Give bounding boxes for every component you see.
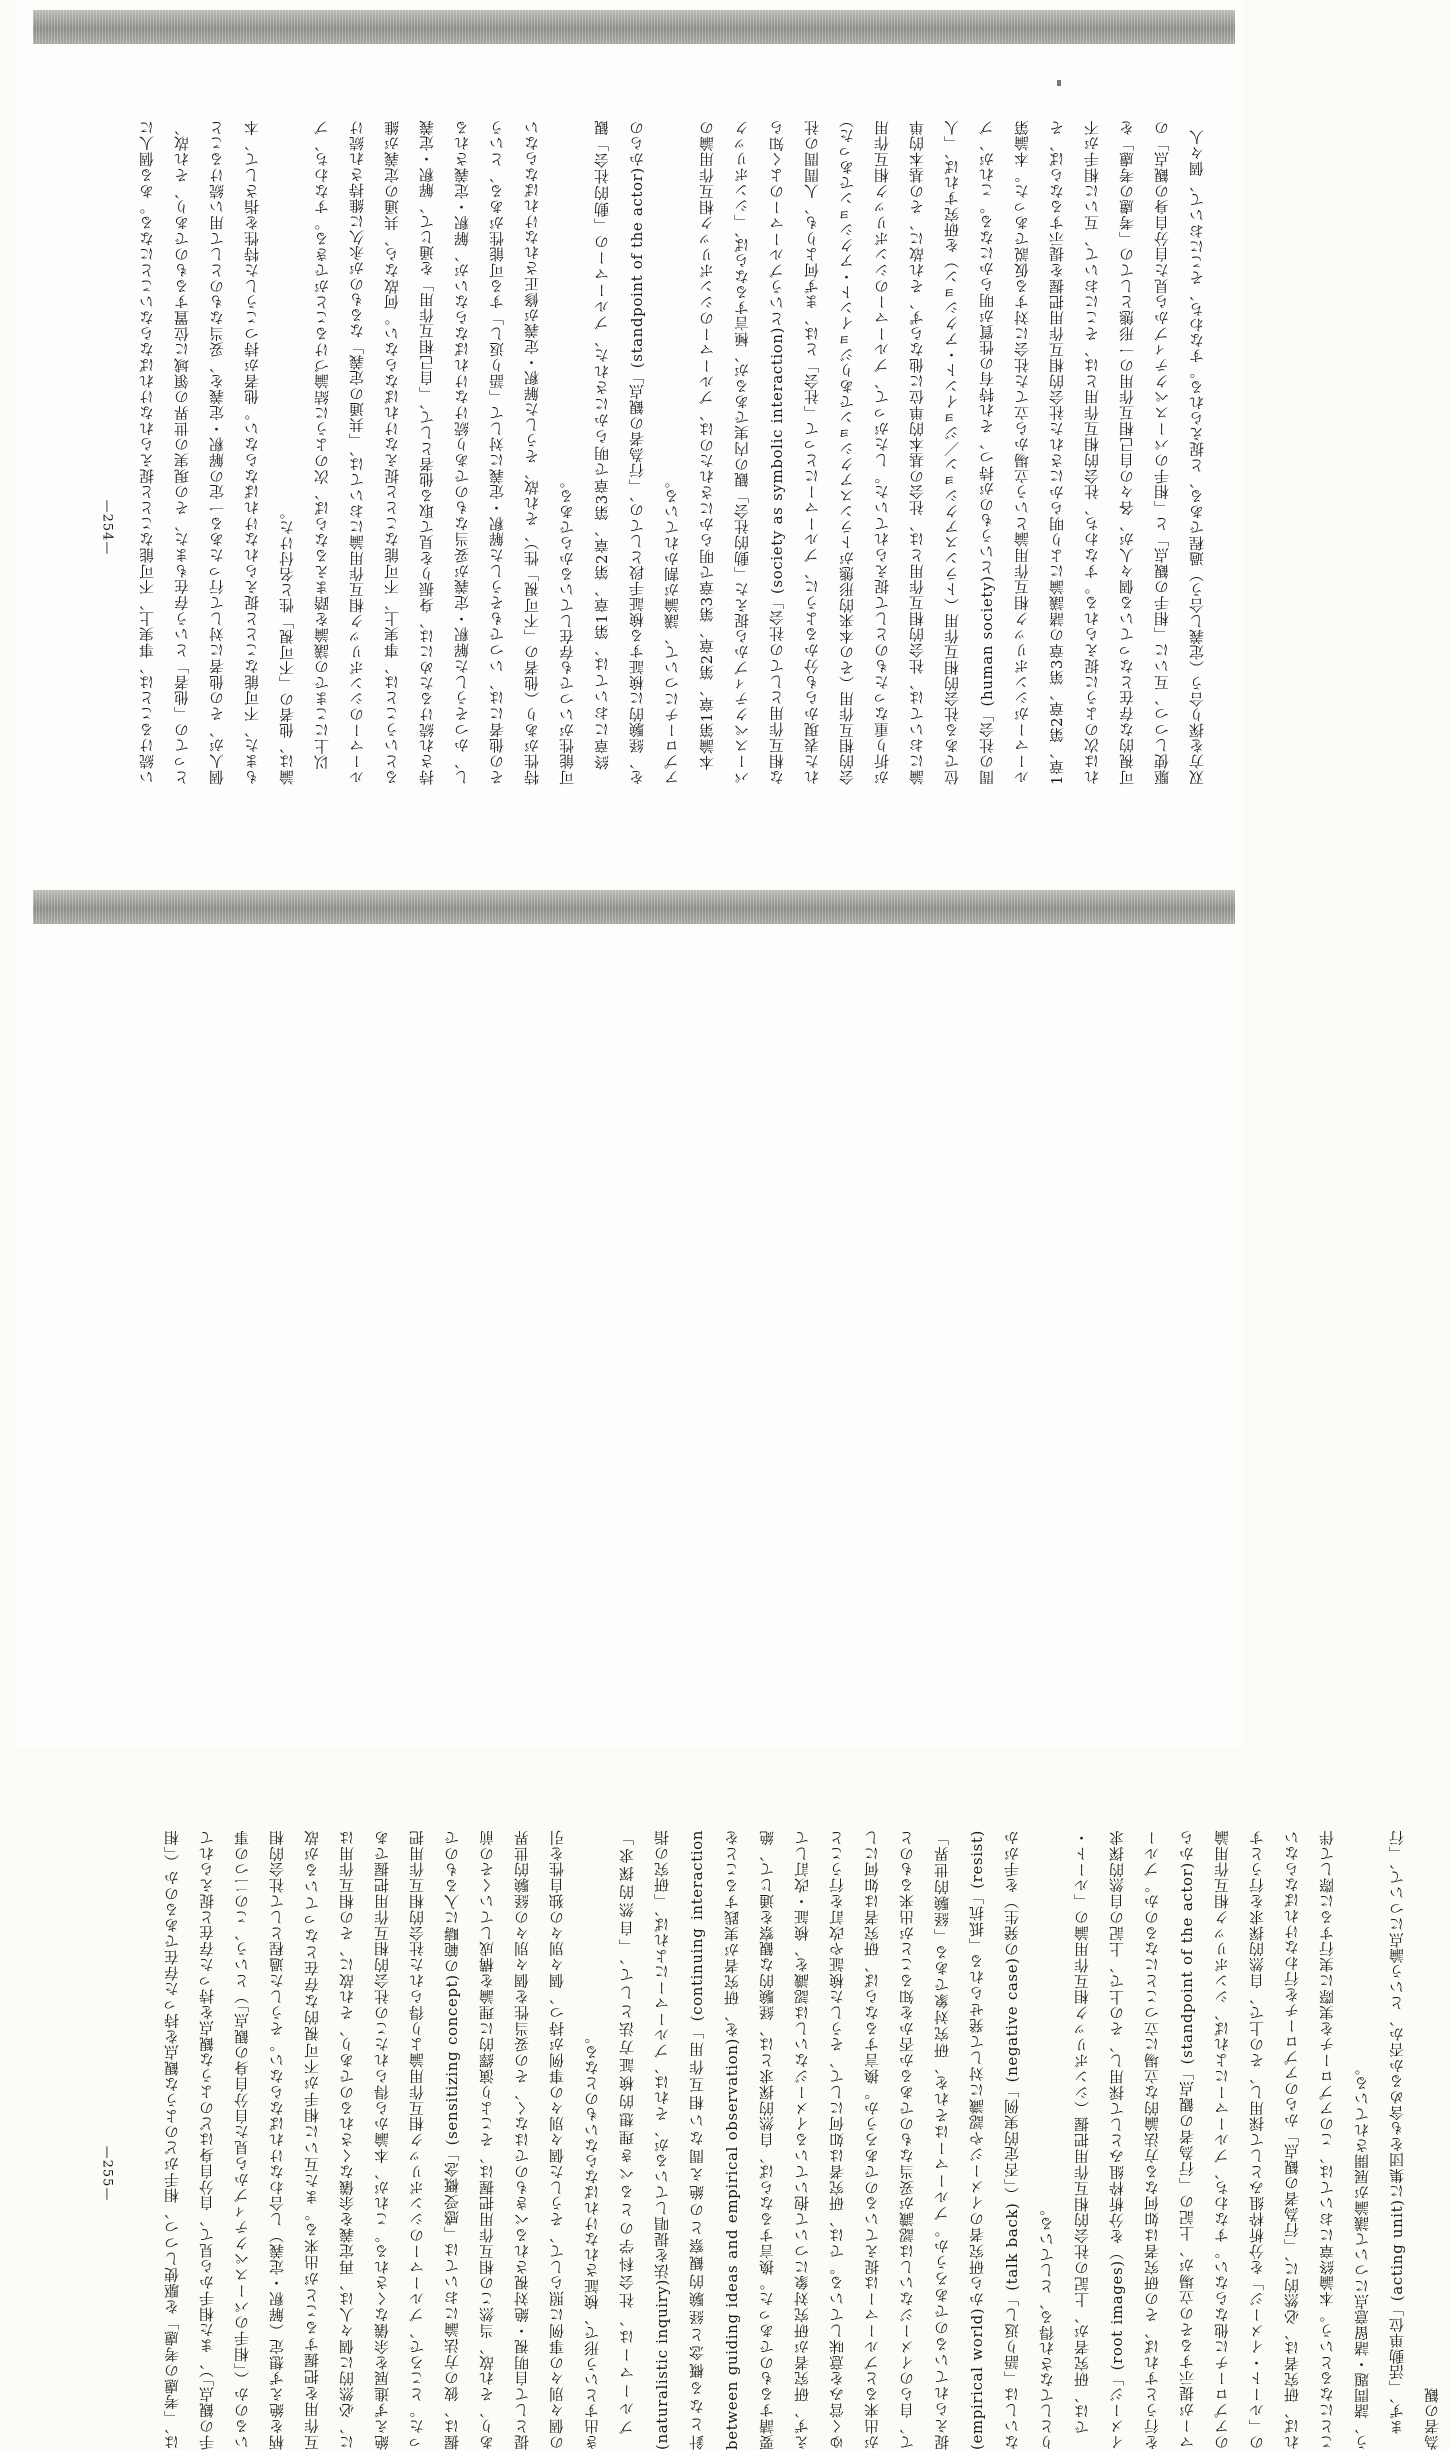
paragraph: ブルーマーは、社会科学のとるべき理想的検証方法として、「自然的探求」(naturalistic inquiry)法を提唱しているが、それは、ブルーマーによれば、「研究の指針となる概念と経験的観察との絶え間ない相互作用」(continuing interaction between guiding ideas and empirical observation)を、研究者が実践することを要請するものであった。換言するならば、自然的探求とは、経験的な観察を通じて、絶えず、研究者が研究対象について抱いているイメージないしは認識を、検証・改訂してゆく営みを意味している。では、研究者は如何にして、そうした検証や改訂を行うことが出来るとブルーマーは捉えているのであろうか。換言するならば、研究者は如何にして、自らのイメージないしは認識が妥当なものであるか否かを知ることが出来るものと捉えられているのであろうか。ブルーマーはそれを、研究対象である「経験的世界」(empirical world)から研究者のイメージや認識に対して発せられる「抵抗」(resist)ないしは「語り返し」(talk back)（「否定的実例」(negative case)の発生）を手がかりとしてなされ得る、としている。	[618, 1830, 1056, 2450]
paragraph: まず、「活動単位」(acting unit)に集団をも含めるか否か、という論点について、「行為者の観	[1388, 1830, 1441, 2450]
paragraph: 以上にこまでの議論を踏まえるならば、次のように結論づけることができる。すなわち、ブルーマーのシンボリック相互作用論においては、「共通の定義」なるものが永久に維持され続けるということは、事実上、不可能なことと捉えなければならない。何故なら、共通の定義が維持され続けるためには、身振りを見て取る他者として、「自己相互作用」を通じて、解釈・定義し、かつそうした解釈・定義が妥当なものであり続けなければならないが、解釈・定義されるその他者には、いつでもそうした解釈・定義に対して「語り返し」する可能性がある、という特性があり（他者の「不可視」性）、それ故、そうした解釈・定義が修正されなければならない可能性がいつでも存在しているからである。	[313, 120, 576, 785]
paragraph: い続けることは、事実上、不可能なことと捉えられなければならないことになる。ある個人にとっての「他者」という存在もまた、その現実の世界の領域に位置するものであり、それ故、個人が、その他者に対して行ったある一定の解釈・定義を、妥当なものとして用い続けることもまた、不可能なことと捉えられなければならない。他者が持つこうした特性を指さして、本論は、他者の「不可視」性と名付けた。	[138, 120, 296, 785]
paragraph: 終章においては、第1章、第2章、第3章で明らかにされた、ブルーマーの「動的社会」観を、経験的に検証する検証手段としての、「行為者の観点」(standpoint of the actor)からのアプローチについて、議論が割かれている。	[593, 120, 681, 785]
page-number: —254—	[99, 499, 115, 556]
paragraph: 本論第1章、第2章、第3章で明らかにされたのは、ブルーマーのシンボリック相互作用論のパースペクティブから捉えた「動的社会」観の内実であるが、極言するならば、「シンボリックな相互作用としての社会」(society as symbolic interaction)というブルーマーのよく知られた表現からも分かるように、ブルーマーにとって「社会」とは、まず何よりも、人間間の社会的相互作用（その本来的形態がトランスアクションでありジョイント・アクションであった）が折り重なったものとして捉えられていた。したがって、ブルーマーのシンボリック相互作用論においては、社会的相互作用とは、社会の基本的単位に他ならず、それ故に、その基本的単位である社会的相互作用（トランスアクション／ジョイント・アクション）を研究すれば、「人間の社会」(human society)というものが持つ、それ特有の性質が明らかになる。これが、ブルーマーがシンボリック相互作用論という立場から立てた社会に対する仮説であった。本論第1章、第2章、第3章の諸議論により明らかにされた社会的相互作用把握を提示するならば、それは次のように捉えられる。すなわち、社会的相互作用とは、そこにおいて、互いに相手が不可視的な存在となっている個々人が、各々の自己相互作用の一形態としての「考慮の考慮」を駆使しつつ、互いに「相手の観点」と「相手のパースペクティブから見た自分自身の観点」の双方を探り合う（定義し合う）過程である、と捉えられる。すなわち、そこにおいて、個々人	[698, 120, 1206, 785]
page-number: —255—	[99, 2145, 115, 2202]
header-scan-band	[33, 10, 1235, 44]
body-text-254	[130, 120, 1225, 785]
paragraph: では、研究者が、上記の社会的相互作用把握（シンボリック相互作用論の「ルート・イメージ」(root images)）を分析枠組みとして採用し、その上で、上記の自然的探求を行うとすれば、その研究者は如何なる方法論的な立場に立つことになるのか。ブルーマーが提示するその立場が、上記の「行為者の観点」(standpoint of the actor)からのアプローチに他ならない。すなわち、ブルーマーによれば、シンボリック相互作用論の「ルート・イメージ」を分析枠組みとして採用し、その上で、自然的探求を行うとすれば、研究者は、必然的に、「行為者の観点」からのアプローチを行わなければならないことになるという。本論終章においては、このアプローチを実際に実行するに際して伴う、諸問題・諸留意点について議論が展開されている。	[1073, 1830, 1371, 2450]
scan-speck	[1057, 80, 1061, 86]
page-255	[15, 870, 1441, 2450]
paragraph: は、「考慮の考慮」を駆使しつつ、相手がどのような観点を持った存在であるのか（「相手の観点」）、また相手から見て、自分自身はどのような観点を持った存在と捉えられているのか（「相手のパースペクティブから見た自分自身の観点」）という、この二つの事柄を絶えず想定（解釈・定義）し合わなければならない。そうした過程として社会的相互作用を把握することが出来る。また互いに相手が不可視的な存在となっているが故に、必然的に個々人は、再定義を余儀なくされるのであり、それ故に、その相互作用は絶えず進展を余儀なくされる。これが、本論から得られたこの社会的相互作用把握であった。ところで、ブルーマーのシンボリック相互作用論より得られた社会的相互作用把握は、彼の方法論においては「感受概念」(sensitizing concept)の範疇に入るものであり、それ故、当然この相互作用把握は、そこより演繹的に理論を構成していくその前提として自明視・絶対視されるべきものではなく、その妥当性を個々別々の経験的世界の個々別々の事例に照らして、そうした個々別々の事例が持つ、個々別々の独自性を引き出すという形で、検証されなければならないものとなる。	[163, 1830, 601, 2450]
header-scan-band	[33, 890, 1235, 924]
body-text-255	[155, 1830, 1441, 2450]
page-254	[15, 0, 1245, 870]
